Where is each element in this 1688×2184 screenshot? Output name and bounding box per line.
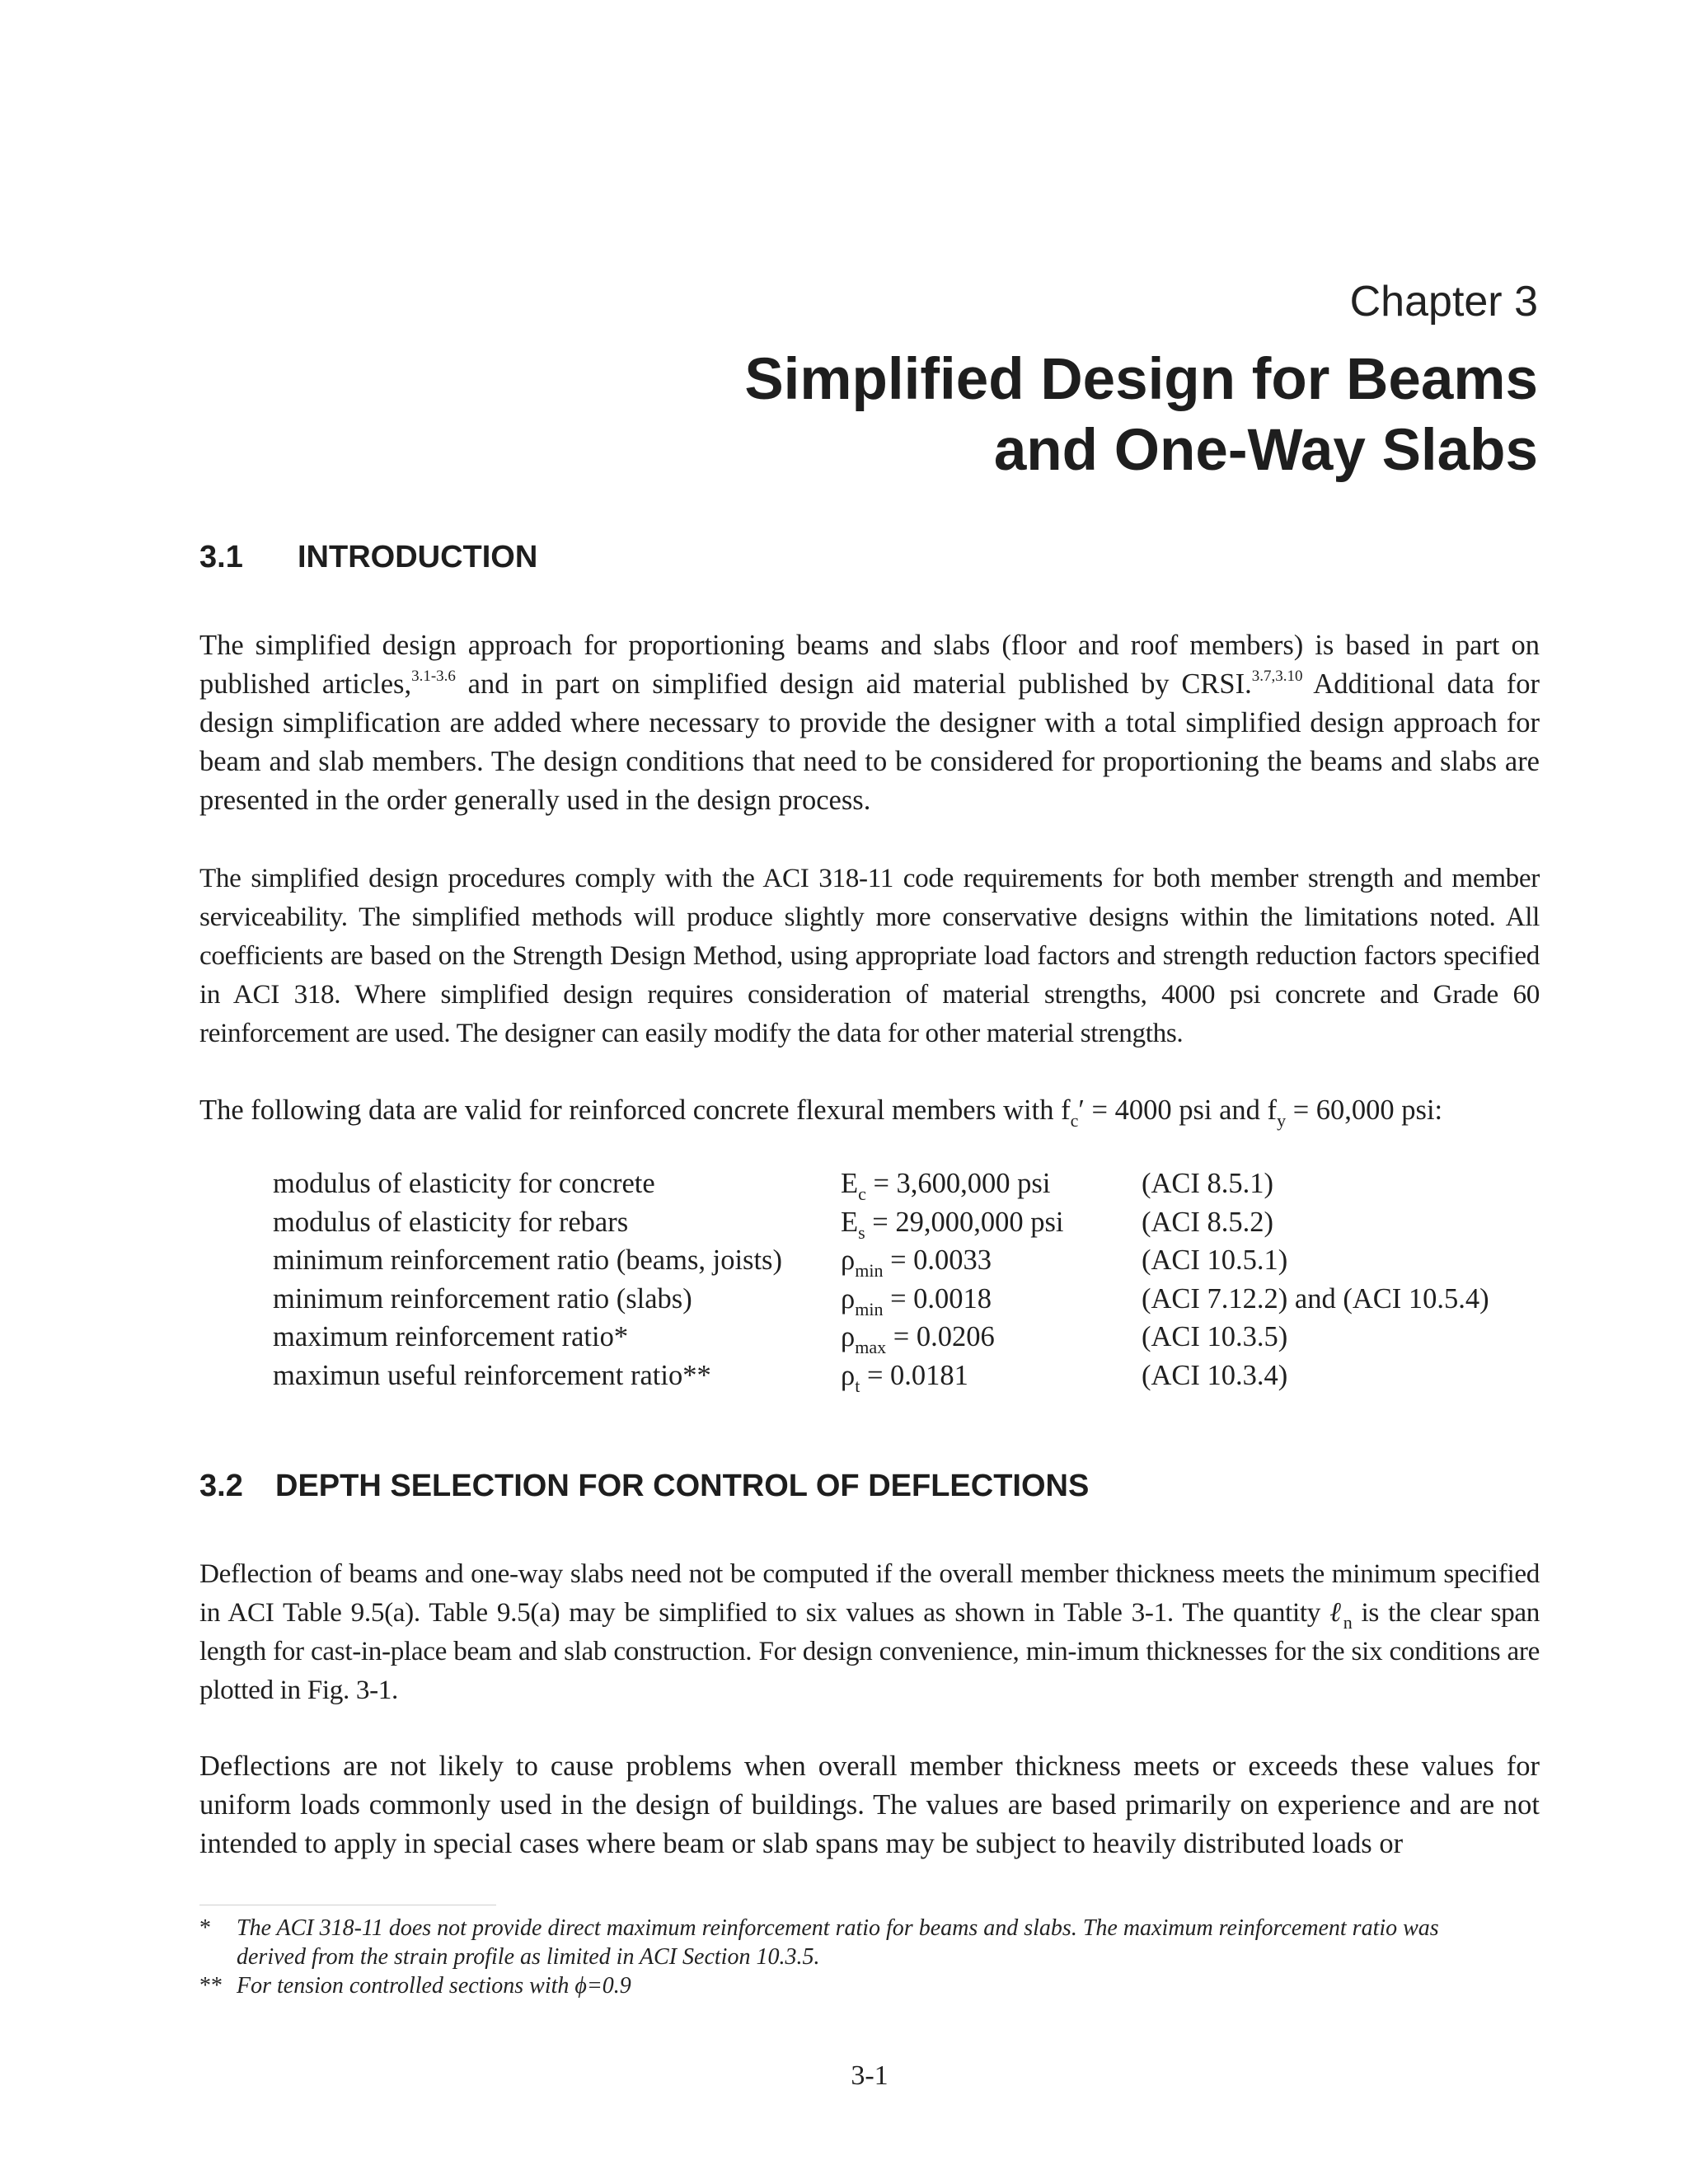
reference-superscript: 3.7,3.10 xyxy=(1251,668,1303,685)
paragraph-text: ′ = 4000 psi and f xyxy=(1078,1094,1278,1126)
section-title: DEPTH SELECTION FOR CONTROL OF DEFLECTIONS xyxy=(275,1469,1090,1503)
subscript: n xyxy=(1343,1612,1353,1633)
footnote-text: The ACI 318-11 does not provide direct maximum reinforcement ratio for beams and slabs. The maximum reinforcement ratio was derived from the strain profile as limited in ACI Section 10.3.5. xyxy=(237,1915,1439,1970)
property-label: modulus of elasticity for concrete xyxy=(273,1168,655,1199)
paragraph-introduction-2: The simplified design procedures comply with the ACI 318-11 code requirements for both member strength and member serviceability. The simplified methods will produce slightly more conservative designs within the limitations noted. All coefficients are based on the Strength Design Method, using appropriate load factors and strength reduction factors specified in ACI 318. Where simplified design requires consideration of material strengths, 4000 psi concrete and Grade 60 reinforcement are used. The designer can easily modify the data for other material strengths. xyxy=(199,863,1540,1048)
footnote xyxy=(199,1971,1485,2000)
paragraph-text: and in part on simplified design aid material published by CRSI. xyxy=(455,668,1252,700)
property-reference: (ACI 8.5.1) xyxy=(1142,1168,1274,1199)
property-value: $E_s = 29,000,000$ psi xyxy=(841,1206,1064,1243)
section-title: INTRODUCTION xyxy=(298,540,538,574)
page-number: 3-1 xyxy=(851,2060,889,2091)
clear-span-symbol: ℓ xyxy=(1329,1597,1343,1628)
footnote xyxy=(199,1914,1485,1971)
chapter-label: Chapter 3 xyxy=(1349,278,1538,326)
subscript: y xyxy=(1277,1110,1287,1131)
footnote-text: For tension controlled sections with ϕ=0.9 xyxy=(237,1973,631,1999)
paragraph-text: The following data are valid for reinforced concrete flexural members with f xyxy=(199,1094,1071,1126)
property-label: minimum reinforcement ratio (beams, joists) xyxy=(273,1244,782,1276)
footnote-mark: * xyxy=(199,1915,211,1941)
section-heading-3-2 xyxy=(199,1469,1089,1504)
footnotes xyxy=(199,1914,1485,2000)
property-label: maximum reinforcement ratio* xyxy=(273,1321,629,1352)
property-reference: (ACI 10.3.5) xyxy=(1142,1321,1288,1352)
property-reference: (ACI 8.5.2) xyxy=(1142,1206,1274,1238)
property-value: $E_c = 3,600,000$ psi xyxy=(841,1168,1051,1204)
paragraph-text: Additional data for design simplification are added where necessary to provide the designer with a total simplified design approach for beam and slab members. The design conditions that need to be considered for proportioning the beams and slabs are presented in the order generally used in the design process. xyxy=(199,668,1540,816)
property-value: $\rho_{min} = 0.0018$ xyxy=(841,1282,992,1319)
chapter-title-line-2: and One-Way Slabs xyxy=(993,418,1538,483)
property-reference: (ACI 7.12.2) and (ACI 10.5.4) xyxy=(1142,1282,1489,1315)
paragraph-text: The simplified design approach for proportioning beams and slabs (floor and roof members) is based in part on published articles, xyxy=(199,630,1540,700)
paragraph-deflection-2: Deflections are not likely to cause problems when overall member thickness meets or exceeds these values for uniform loads commonly used in the design of buildings. The values are based primarily on experience and are not intended to apply in special cases where beam or slab spans may be subject to heavily distributed loads or xyxy=(199,1750,1540,1859)
paragraph-deflection-1 xyxy=(199,1554,1540,1709)
paragraph-text: = 60,000 psi: xyxy=(1286,1094,1443,1126)
property-value: $\rho_{max} = 0.0206$ xyxy=(841,1321,995,1357)
property-reference: (ACI 10.3.4) xyxy=(1142,1359,1288,1391)
section-heading-3-1 xyxy=(199,540,537,575)
property-reference: (ACI 10.5.1) xyxy=(1142,1244,1288,1276)
property-label: modulus of elasticity for rebars xyxy=(273,1206,629,1238)
section-number: 3.1 xyxy=(199,540,243,574)
paragraph-text: Deflection of beams and one-way slabs need not be computed if the overall member thickness meets the minimum specified in ACI Table 9.5(a). Table 9.5(a) may be simplified to six values as shown in Table 3-1. The quantity xyxy=(199,1558,1540,1628)
property-label: maximun useful reinforcement ratio** xyxy=(273,1359,711,1391)
property-value: $\rho_{min} = 0.0033$ xyxy=(841,1244,992,1281)
section-number: 3.2 xyxy=(199,1469,243,1503)
chapter-title xyxy=(744,344,1538,486)
chapter-title-line-1: Simplified Design for Beams xyxy=(744,347,1538,412)
reference-superscript: 3.1-3.6 xyxy=(411,668,456,685)
paragraph-introduction-1 xyxy=(199,626,1540,820)
subscript: c xyxy=(1070,1110,1079,1131)
paragraph-introduction-3 xyxy=(199,1091,1540,1130)
property-label: minimum reinforcement ratio (slabs) xyxy=(273,1282,692,1315)
footnote-mark: ** xyxy=(199,1973,223,1999)
paragraph-text: is the clear span length for cast-in-place beam and slab construction. For design convenience, min-imum thicknesses for the six conditions are plotted in Fig. 3-1. xyxy=(199,1597,1540,1705)
property-value: $\rho_t = 0.0181$ xyxy=(841,1359,968,1396)
